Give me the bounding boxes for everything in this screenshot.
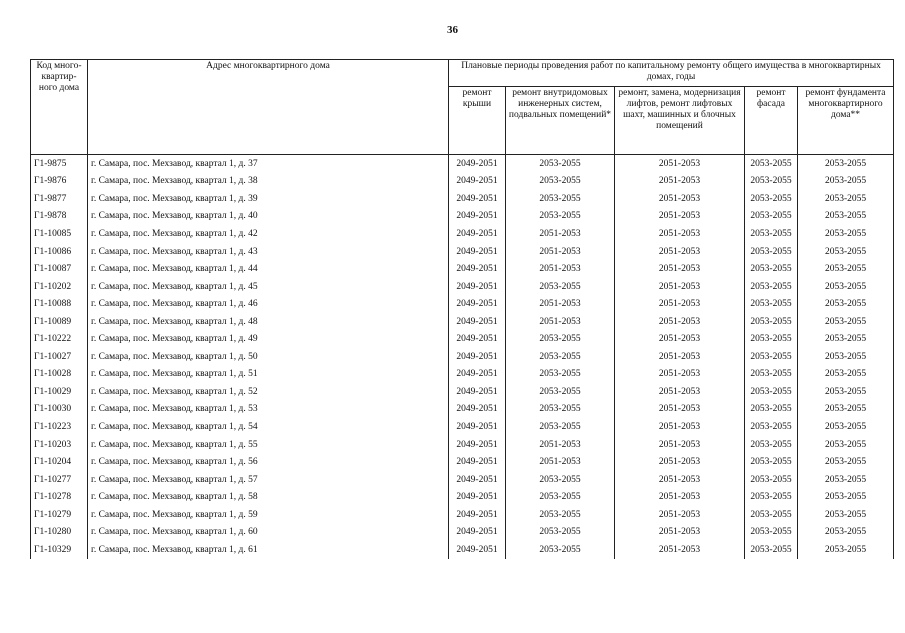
cell-address: г. Самара, пос. Мехзавод, квартал 1, д. 42 (88, 225, 449, 243)
cell-roof: 2049-2051 (449, 453, 506, 471)
cell-roof: 2049-2051 (449, 278, 506, 296)
cell-code: Г1-10280 (31, 523, 88, 541)
cell-internal-systems: 2053-2055 (506, 523, 615, 541)
cell-roof: 2049-2051 (449, 330, 506, 348)
cell-internal-systems: 2053-2055 (506, 208, 615, 226)
cell-address: г. Самара, пос. Мехзавод, квартал 1, д. 39 (88, 190, 449, 208)
cell-internal-systems: 2051-2053 (506, 313, 615, 331)
cell-code: Г1-10222 (31, 330, 88, 348)
cell-code: Г1-10223 (31, 418, 88, 436)
cell-internal-systems: 2053-2055 (506, 348, 615, 366)
table-row (31, 208, 894, 226)
cell-roof: 2049-2051 (449, 401, 506, 419)
cell-internal-systems: 2053-2055 (506, 488, 615, 506)
cell-elevators: 2051-2053 (615, 225, 745, 243)
cell-foundation: 2053-2055 (798, 243, 894, 261)
cell-elevators: 2051-2053 (615, 453, 745, 471)
cell-roof: 2049-2051 (449, 436, 506, 454)
cell-code: Г1-9876 (31, 173, 88, 191)
cell-foundation: 2053-2055 (798, 295, 894, 313)
cell-elevators: 2051-2053 (615, 418, 745, 436)
table-row (31, 383, 894, 401)
cell-address: г. Самара, пос. Мехзавод, квартал 1, д. 58 (88, 488, 449, 506)
cell-elevators: 2051-2053 (615, 523, 745, 541)
table-row (31, 295, 894, 313)
cell-address: г. Самара, пос. Мехзавод, квартал 1, д. 54 (88, 418, 449, 436)
cell-elevators: 2051-2053 (615, 471, 745, 489)
cell-facade: 2053-2055 (745, 243, 798, 261)
table-row (31, 488, 894, 506)
table-row (31, 541, 894, 559)
cell-internal-systems: 2053-2055 (506, 541, 615, 559)
cell-facade: 2053-2055 (745, 436, 798, 454)
cell-foundation: 2053-2055 (798, 225, 894, 243)
table-row (31, 330, 894, 348)
cell-internal-systems: 2051-2053 (506, 243, 615, 261)
table-row (31, 173, 894, 191)
cell-elevators: 2051-2053 (615, 488, 745, 506)
cell-address: г. Самара, пос. Мехзавод, квартал 1, д. 49 (88, 330, 449, 348)
cell-elevators: 2051-2053 (615, 295, 745, 313)
table-row (31, 313, 894, 331)
cell-code: Г1-9878 (31, 208, 88, 226)
table-header (31, 60, 894, 155)
cell-code: Г1-10279 (31, 506, 88, 524)
cell-address: г. Самара, пос. Мехзавод, квартал 1, д. 51 (88, 366, 449, 384)
table-row (31, 401, 894, 419)
cell-foundation: 2053-2055 (798, 383, 894, 401)
cell-foundation: 2053-2055 (798, 541, 894, 559)
cell-code: Г1-10028 (31, 366, 88, 384)
cell-code: Г1-10088 (31, 295, 88, 313)
cell-elevators: 2051-2053 (615, 243, 745, 261)
cell-foundation: 2053-2055 (798, 348, 894, 366)
cell-roof: 2049-2051 (449, 208, 506, 226)
table-row (31, 225, 894, 243)
cell-foundation: 2053-2055 (798, 523, 894, 541)
cell-foundation: 2053-2055 (798, 453, 894, 471)
cell-internal-systems: 2051-2053 (506, 295, 615, 313)
cell-roof: 2049-2051 (449, 506, 506, 524)
cell-foundation: 2053-2055 (798, 313, 894, 331)
cell-foundation: 2053-2055 (798, 278, 894, 296)
cell-elevators: 2051-2053 (615, 366, 745, 384)
cell-address: г. Самара, пос. Мехзавод, квартал 1, д. 50 (88, 348, 449, 366)
table-row (31, 366, 894, 384)
cell-facade: 2053-2055 (745, 330, 798, 348)
cell-roof: 2049-2051 (449, 418, 506, 436)
table-row (31, 418, 894, 436)
cell-code: Г1-10278 (31, 488, 88, 506)
cell-foundation: 2053-2055 (798, 260, 894, 278)
cell-facade: 2053-2055 (745, 453, 798, 471)
cell-facade: 2053-2055 (745, 295, 798, 313)
table-body (31, 155, 894, 559)
cell-foundation: 2053-2055 (798, 488, 894, 506)
cell-elevators: 2051-2053 (615, 208, 745, 226)
cell-facade: 2053-2055 (745, 418, 798, 436)
cell-internal-systems: 2053-2055 (506, 278, 615, 296)
cell-roof: 2049-2051 (449, 243, 506, 261)
cell-address: г. Самара, пос. Мехзавод, квартал 1, д. 37 (88, 155, 449, 173)
cell-facade: 2053-2055 (745, 401, 798, 419)
cell-internal-systems: 2053-2055 (506, 155, 615, 173)
cell-foundation: 2053-2055 (798, 401, 894, 419)
cell-elevators: 2051-2053 (615, 506, 745, 524)
header-code: Код много-квартир-ного дома (31, 60, 88, 155)
cell-facade: 2053-2055 (745, 173, 798, 191)
cell-elevators: 2051-2053 (615, 330, 745, 348)
table-row (31, 190, 894, 208)
cell-address: г. Самара, пос. Мехзавод, квартал 1, д. 55 (88, 436, 449, 454)
header-address: Адрес многоквартирного дома (88, 60, 449, 155)
cell-facade: 2053-2055 (745, 155, 798, 173)
cell-elevators: 2051-2053 (615, 190, 745, 208)
cell-code: Г1-10087 (31, 260, 88, 278)
table-row (31, 453, 894, 471)
table-row (31, 436, 894, 454)
page-number: 36 (447, 24, 458, 36)
cell-roof: 2049-2051 (449, 366, 506, 384)
cell-internal-systems: 2051-2053 (506, 453, 615, 471)
cell-address: г. Самара, пос. Мехзавод, квартал 1, д. 53 (88, 401, 449, 419)
cell-address: г. Самара, пос. Мехзавод, квартал 1, д. 38 (88, 173, 449, 191)
cell-foundation: 2053-2055 (798, 418, 894, 436)
table-row (31, 243, 894, 261)
cell-internal-systems: 2053-2055 (506, 506, 615, 524)
table-row (31, 155, 894, 173)
cell-roof: 2049-2051 (449, 225, 506, 243)
table-row (31, 278, 894, 296)
cell-elevators: 2051-2053 (615, 348, 745, 366)
cell-elevators: 2051-2053 (615, 155, 745, 173)
cell-code: Г1-9877 (31, 190, 88, 208)
cell-facade: 2053-2055 (745, 383, 798, 401)
table-row (31, 506, 894, 524)
cell-foundation: 2053-2055 (798, 330, 894, 348)
cell-elevators: 2051-2053 (615, 541, 745, 559)
cell-facade: 2053-2055 (745, 260, 798, 278)
cell-roof: 2049-2051 (449, 471, 506, 489)
cell-elevators: 2051-2053 (615, 278, 745, 296)
cell-facade: 2053-2055 (745, 471, 798, 489)
cell-internal-systems: 2051-2053 (506, 436, 615, 454)
cell-roof: 2049-2051 (449, 155, 506, 173)
cell-facade: 2053-2055 (745, 488, 798, 506)
cell-facade: 2053-2055 (745, 208, 798, 226)
cell-foundation: 2053-2055 (798, 506, 894, 524)
table-row (31, 523, 894, 541)
cell-code: Г1-10277 (31, 471, 88, 489)
table-row (31, 348, 894, 366)
cell-foundation: 2053-2055 (798, 208, 894, 226)
cell-address: г. Самара, пос. Мехзавод, квартал 1, д. 56 (88, 453, 449, 471)
cell-code: Г1-10030 (31, 401, 88, 419)
cell-elevators: 2051-2053 (615, 313, 745, 331)
header-elevators: ремонт, замена, модернизация лифтов, ремонт лифтовых шахт, машинных и блочных помещений (615, 87, 745, 155)
cell-facade: 2053-2055 (745, 541, 798, 559)
cell-address: г. Самара, пос. Мехзавод, квартал 1, д. 60 (88, 523, 449, 541)
cell-address: г. Самара, пос. Мехзавод, квартал 1, д. 45 (88, 278, 449, 296)
cell-internal-systems: 2051-2053 (506, 225, 615, 243)
cell-internal-systems: 2053-2055 (506, 471, 615, 489)
cell-address: г. Самара, пос. Мехзавод, квартал 1, д. 61 (88, 541, 449, 559)
cell-roof: 2049-2051 (449, 295, 506, 313)
cell-facade: 2053-2055 (745, 190, 798, 208)
cell-foundation: 2053-2055 (798, 366, 894, 384)
table-row (31, 260, 894, 278)
cell-foundation: 2053-2055 (798, 436, 894, 454)
cell-address: г. Самара, пос. Мехзавод, квартал 1, д. 59 (88, 506, 449, 524)
cell-code: Г1-10329 (31, 541, 88, 559)
cell-elevators: 2051-2053 (615, 436, 745, 454)
cell-facade: 2053-2055 (745, 366, 798, 384)
cell-address: г. Самара, пос. Мехзавод, квартал 1, д. 52 (88, 383, 449, 401)
header-foundation: ремонт фундамента многоквартирного дома** (798, 87, 894, 155)
cell-facade: 2053-2055 (745, 506, 798, 524)
cell-internal-systems: 2051-2053 (506, 260, 615, 278)
cell-address: г. Самара, пос. Мехзавод, квартал 1, д. 43 (88, 243, 449, 261)
cell-roof: 2049-2051 (449, 313, 506, 331)
cell-internal-systems: 2053-2055 (506, 418, 615, 436)
cell-roof: 2049-2051 (449, 488, 506, 506)
cell-address: г. Самара, пос. Мехзавод, квартал 1, д. 40 (88, 208, 449, 226)
cell-foundation: 2053-2055 (798, 471, 894, 489)
cell-code: Г1-10203 (31, 436, 88, 454)
cell-address: г. Самара, пос. Мехзавод, квартал 1, д. 44 (88, 260, 449, 278)
cell-internal-systems: 2053-2055 (506, 173, 615, 191)
cell-code: Г1-10027 (31, 348, 88, 366)
cell-foundation: 2053-2055 (798, 190, 894, 208)
cell-code: Г1-10089 (31, 313, 88, 331)
cell-roof: 2049-2051 (449, 260, 506, 278)
cell-code: Г1-9875 (31, 155, 88, 173)
capital-repair-schedule-table (30, 59, 894, 559)
cell-code: Г1-10202 (31, 278, 88, 296)
cell-roof: 2049-2051 (449, 173, 506, 191)
cell-roof: 2049-2051 (449, 383, 506, 401)
cell-elevators: 2051-2053 (615, 173, 745, 191)
cell-elevators: 2051-2053 (615, 260, 745, 278)
cell-internal-systems: 2053-2055 (506, 366, 615, 384)
cell-roof: 2049-2051 (449, 541, 506, 559)
cell-facade: 2053-2055 (745, 313, 798, 331)
header-periods: Плановые периоды проведения работ по капитальному ремонту общего имущества в многоквартирных домах, годы (449, 60, 894, 87)
cell-facade: 2053-2055 (745, 278, 798, 296)
header-facade: ремонт фасада (745, 87, 798, 155)
cell-foundation: 2053-2055 (798, 155, 894, 173)
cell-elevators: 2051-2053 (615, 401, 745, 419)
cell-address: г. Самара, пос. Мехзавод, квартал 1, д. 46 (88, 295, 449, 313)
cell-roof: 2049-2051 (449, 190, 506, 208)
cell-facade: 2053-2055 (745, 523, 798, 541)
cell-code: Г1-10204 (31, 453, 88, 471)
table-row (31, 471, 894, 489)
cell-code: Г1-10086 (31, 243, 88, 261)
cell-foundation: 2053-2055 (798, 173, 894, 191)
cell-code: Г1-10029 (31, 383, 88, 401)
cell-facade: 2053-2055 (745, 348, 798, 366)
cell-internal-systems: 2053-2055 (506, 383, 615, 401)
cell-code: Г1-10085 (31, 225, 88, 243)
cell-address: г. Самара, пос. Мехзавод, квартал 1, д. 48 (88, 313, 449, 331)
cell-roof: 2049-2051 (449, 523, 506, 541)
cell-internal-systems: 2053-2055 (506, 330, 615, 348)
cell-facade: 2053-2055 (745, 225, 798, 243)
cell-roof: 2049-2051 (449, 348, 506, 366)
header-internal-systems: ремонт внутридомовых инженерных систем, подвальных помещений* (506, 87, 615, 155)
header-roof: ремонт крыши (449, 87, 506, 155)
cell-internal-systems: 2053-2055 (506, 190, 615, 208)
cell-address: г. Самара, пос. Мехзавод, квартал 1, д. 57 (88, 471, 449, 489)
cell-internal-systems: 2053-2055 (506, 401, 615, 419)
cell-elevators: 2051-2053 (615, 383, 745, 401)
